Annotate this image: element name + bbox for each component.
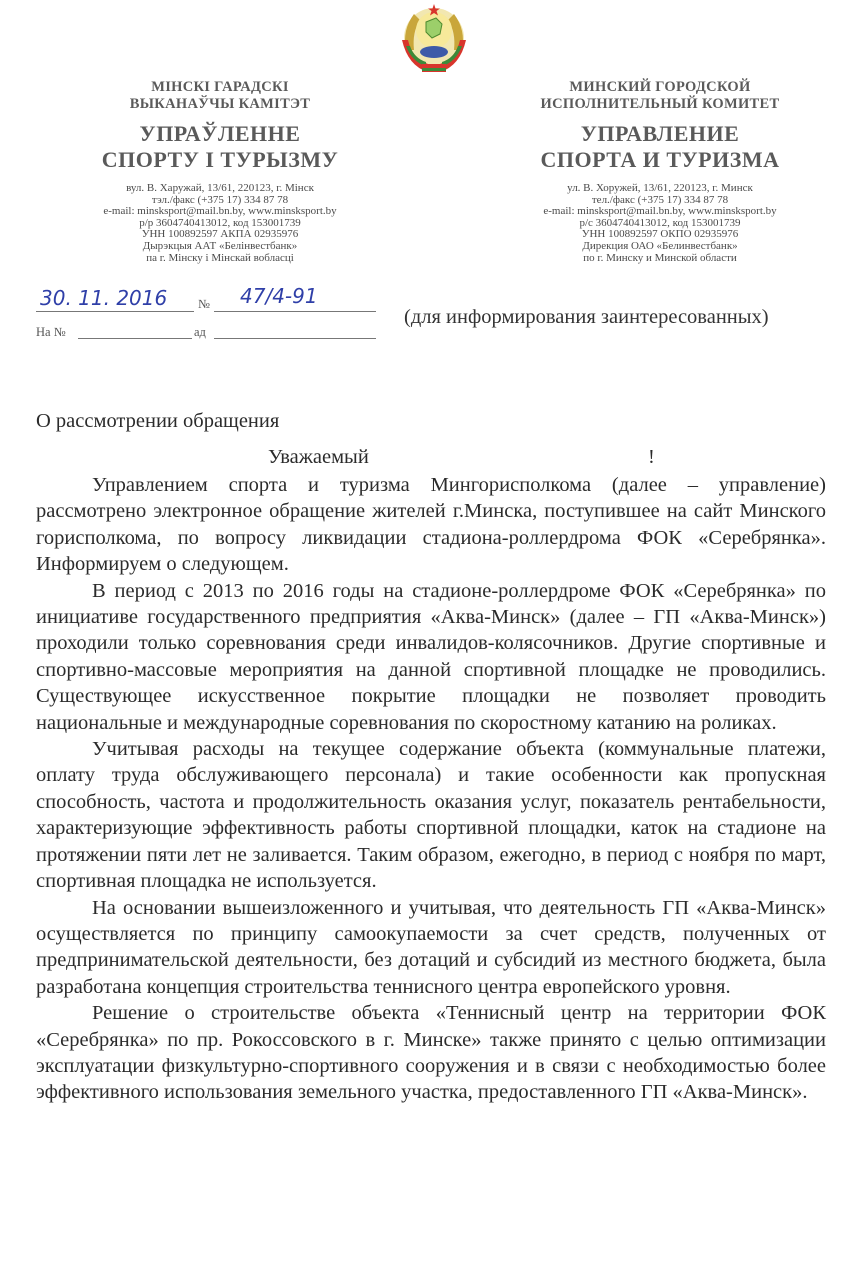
number-underline [214, 311, 376, 312]
address-line: по г. Минску и Минской области [583, 251, 737, 264]
dept-line: СПОРТА И ТУРИЗМА [540, 147, 780, 172]
org-line: ВЫКАНАЎЧЫ КАМІТЭТ [129, 96, 311, 112]
reference-label: На № [36, 325, 66, 339]
paragraph: В период с 2013 по 2016 годы на стадионе-роллердроме ФОК «Серебрянка» по инициативе государственного предприятия «Аква-Минск» (далее – ГП «Аква-Минск») проходили только соревнования среди инвалидов-колясочников. Другие спортивные и спортивно-массовые мероприятия на данной спортивной площадке не проводились. Существующее искусственное покрытие площадки не позволяет проводить национальные и международные соревнования по скоростному катанию на роликах. [36, 579, 826, 734]
org-line: МИНСКИЙ ГОРОДСКОЙ [569, 79, 751, 95]
address-line: тэл./факс (+375 17) 334 87 78 [151, 193, 289, 206]
address-line: ул. В. Хоружей, 13/61, 220123, г. Минск [567, 182, 753, 194]
address-line: Дирекция ОАО «Белинвестбанк» [582, 239, 738, 252]
greeting [268, 446, 658, 469]
dept-line: СПОРТУ І ТУРЫЗМУ [101, 147, 339, 172]
address-line: Дырэкцыя ААТ «Белінвестбанк» [142, 239, 298, 252]
greeting-text: Уважаемый [268, 446, 369, 468]
address-line: УНН 100892597 АКПА 02935976 [141, 228, 299, 241]
greeting-exclamation: ! [648, 446, 655, 468]
address-block-ru [500, 183, 820, 264]
reference-underline [78, 338, 192, 339]
letter-body [36, 472, 826, 1106]
reference-from-underline [214, 338, 376, 339]
recipient: (для информирования заинтересованных) [404, 306, 769, 328]
number-label: № [198, 297, 210, 311]
address-line: УНН 100892597 ОКПО 02935976 [581, 228, 739, 241]
subject-line: О рассмотрении обращения [36, 410, 280, 432]
org-line: ИСПОЛНИТЕЛЬНЫЙ КОМИТЕТ [540, 96, 780, 112]
dept-line: УПРАЎЛЕННЕ [139, 121, 301, 146]
address-line: р/р 3604740413012, код 153001739 [139, 216, 301, 229]
dept-name-ru [500, 121, 820, 173]
paragraph: На основании вышеизложенного и учитывая, что деятельность ГП «Аква-Минск» осуществляется по принципу самоокупаемости за счет средств, полученных от предпринимательской деятельности, без дотаций и субсидий из местного бюджета, была разработана концепция строительства теннисного центра европейского уровня. [36, 896, 826, 998]
address-line: па г. Мінску і Мінскай вобласці [146, 251, 294, 264]
paragraph: Решение о строительстве объекта «Теннисный центр на территории ФОК «Серебрянка» по пр. Рокоссовского в г. Минске» также принято с целью оптимизации эксплуатации физкультурно-спортивного сооружения и в связи с необходимостью более эффективного использования земельного участка, предоставленного ГП «Аква-Минск». [36, 1002, 826, 1104]
date-underline [36, 311, 194, 312]
org-name-ru [500, 79, 820, 113]
dept-line: УПРАВЛЕНИЕ [580, 121, 740, 146]
address-line: e-mail: minsksport@mail.bn.by, www.minsksport.by [543, 205, 777, 218]
number-handwritten: 47/4-91 [240, 284, 318, 308]
address-line: тел./факс (+375 17) 334 87 78 [591, 193, 729, 206]
address-line: e-mail: minsksport@mail.bn.by, www.minsksport.by [103, 205, 337, 218]
address-line: вул. В. Харужай, 13/61, 220123, г. Мінск [126, 182, 314, 194]
dept-name-by [60, 121, 380, 173]
paragraph: Управлением спорта и туризма Мингорисполкома (далее – управление) рассмотрено электронное обращение жителей г.Минска, поступившее на сайт Минского горисполкома, по вопросу ликвидации стадиона-роллердрома ФОК «Серебрянка». Информируем о следующем. [36, 474, 826, 576]
org-name-by [60, 79, 380, 113]
org-line: МІНСКІ ГАРАДСКІ [151, 79, 289, 95]
header-belarusian [60, 79, 380, 264]
header-russian [500, 79, 820, 264]
address-line: р/с 3604740413012, код 153001739 [579, 216, 741, 229]
date-handwritten: 30. 11. 2016 [40, 286, 168, 310]
coat-of-arms-icon [392, 0, 476, 76]
reference-from-label: ад [194, 325, 206, 339]
paragraph: Учитывая расходы на текущее содержание объекта (коммунальные платежи, оплату труда обслуживающего персонала) и такие особенности как пропускная способность, частота и продолжительность оказания услуг, показатель рентабельности, характеризующие эффективность работы спортивной площадки, каток на стадионе на протяжении пяти лет не заливается. Таким образом, ежегодно, в период с ноября по март, спортивная площадка не используется. [36, 738, 826, 893]
address-block-by [60, 183, 380, 264]
